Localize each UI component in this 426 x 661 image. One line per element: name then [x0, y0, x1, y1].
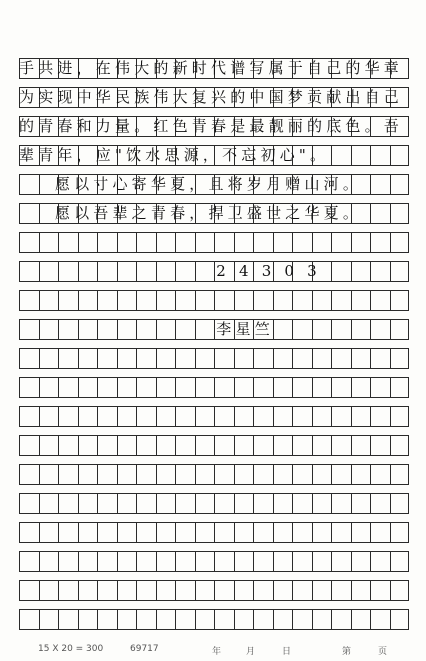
grid-cell	[253, 551, 273, 572]
handwritten-line: 愿以吾辈之青春，捍卫盛世之华夏。	[19, 204, 363, 222]
grid-cell	[136, 406, 156, 427]
page-label-b: 页	[378, 647, 388, 657]
grid-row	[19, 377, 409, 398]
grid-cell	[253, 493, 273, 514]
grid-cell	[351, 464, 371, 485]
grid-cell	[351, 377, 371, 398]
grid-cell	[214, 348, 234, 369]
grid-cell	[234, 580, 254, 601]
grid-cell	[390, 348, 410, 369]
grid-cell	[136, 609, 156, 630]
grid-row	[19, 493, 409, 514]
grid-cell	[195, 609, 215, 630]
grid-cell	[292, 232, 312, 253]
grid-cell	[136, 377, 156, 398]
grid-cell	[234, 232, 254, 253]
grid-row	[19, 435, 409, 456]
grid-cell	[58, 377, 78, 398]
handwritten-line: 辈青年，应"饮水思源，不忘初心"。	[19, 146, 330, 164]
grid-cell	[97, 551, 117, 572]
grid-cell	[156, 609, 176, 630]
grid-cell	[351, 551, 371, 572]
grid-cell	[58, 464, 78, 485]
grid-cell	[331, 290, 351, 311]
grid-cell	[390, 232, 410, 253]
grid-cell	[39, 493, 59, 514]
handwritten-line: 为实现中华民族伟大复兴的中国梦贡献出自己	[19, 88, 404, 106]
grid-cell	[195, 493, 215, 514]
grid-cell	[214, 580, 234, 601]
grid-row	[19, 145, 409, 166]
grid-cell	[253, 406, 273, 427]
grid-cell	[117, 290, 137, 311]
grid-cell	[58, 493, 78, 514]
day-label: 日	[282, 647, 292, 657]
handwritten-line: 的青春和力量。红色青春是最靓丽的底色。吾	[19, 117, 404, 135]
grid-cell	[175, 232, 195, 253]
grid-cell	[39, 406, 59, 427]
grid-cell	[312, 232, 332, 253]
grid-cell	[234, 609, 254, 630]
grid-row	[19, 348, 409, 369]
grid-cell	[312, 580, 332, 601]
grid-cell	[273, 522, 293, 543]
grid-cell	[195, 377, 215, 398]
grid-cell	[370, 377, 390, 398]
grid-cell	[39, 435, 59, 456]
grid-cell	[312, 522, 332, 543]
grid-cell	[39, 580, 59, 601]
grid-cell	[370, 145, 390, 166]
grid-cell	[351, 580, 371, 601]
grid-cell	[390, 290, 410, 311]
grid-cell	[331, 464, 351, 485]
grid-cell	[331, 522, 351, 543]
grid-cell	[117, 551, 137, 572]
grid-cell	[370, 319, 390, 340]
grid-cell	[351, 145, 371, 166]
grid-cell	[390, 522, 410, 543]
grid-cell	[370, 174, 390, 195]
grid-cell	[253, 232, 273, 253]
grid-cell	[78, 290, 98, 311]
grid-cell	[390, 464, 410, 485]
grid-cell	[214, 406, 234, 427]
grid-cell	[19, 435, 39, 456]
grid-cell	[175, 377, 195, 398]
grid-cell	[292, 435, 312, 456]
grid-cell	[351, 406, 371, 427]
grid-cell	[117, 609, 137, 630]
grid-cell	[156, 464, 176, 485]
grid-cell	[195, 232, 215, 253]
grid-cell	[234, 493, 254, 514]
grid-cell	[58, 348, 78, 369]
grid-cell	[390, 174, 410, 195]
page-label-a: 第	[342, 647, 352, 657]
grid-cell	[331, 377, 351, 398]
grid-cell	[292, 493, 312, 514]
grid-cell	[78, 580, 98, 601]
grid-cell	[156, 435, 176, 456]
grid-cell	[175, 435, 195, 456]
grid-cell	[39, 522, 59, 543]
grid-cell	[117, 377, 137, 398]
grid-cell	[253, 435, 273, 456]
grid-cell	[390, 580, 410, 601]
grid-cell	[19, 232, 39, 253]
handwritten-line: 手共进，在伟大的新时代谱写属于自己的华章	[19, 59, 404, 77]
grid-cell	[78, 435, 98, 456]
grid-cell	[97, 493, 117, 514]
grid-row	[19, 580, 409, 601]
grid-cell	[136, 522, 156, 543]
grid-cell	[117, 580, 137, 601]
grid-cell	[331, 261, 351, 282]
grid-cell	[390, 435, 410, 456]
grid-cell	[136, 580, 156, 601]
grid-cell	[312, 609, 332, 630]
grid-cell	[117, 435, 137, 456]
grid-cell	[39, 609, 59, 630]
grid-cell	[19, 493, 39, 514]
paper-footer	[0, 642, 426, 661]
grid-cell	[136, 232, 156, 253]
grid-cell	[390, 377, 410, 398]
grid-cell	[370, 290, 390, 311]
grid-cell	[195, 435, 215, 456]
grid-cell	[273, 609, 293, 630]
grid-cell	[234, 406, 254, 427]
grid-cell	[39, 464, 59, 485]
grid-cell	[292, 348, 312, 369]
grid-row	[19, 464, 409, 485]
grid-cell	[156, 232, 176, 253]
grid-cell	[351, 435, 371, 456]
grid-cell	[156, 290, 176, 311]
grid-cell	[351, 609, 371, 630]
grid-cell	[292, 406, 312, 427]
grid-cell	[136, 551, 156, 572]
grid-cell	[234, 348, 254, 369]
grid-cell	[175, 348, 195, 369]
grid-cell	[136, 290, 156, 311]
grid-row	[19, 522, 409, 543]
grid-cell	[234, 464, 254, 485]
grid-cell	[331, 406, 351, 427]
grid-cell	[136, 348, 156, 369]
grid-cell	[331, 551, 351, 572]
grid-cell	[156, 522, 176, 543]
grid-cell	[370, 348, 390, 369]
grid-cell	[195, 551, 215, 572]
grid-cell	[117, 522, 137, 543]
grid-cell	[97, 435, 117, 456]
grid-cell	[331, 580, 351, 601]
grid-cell	[117, 406, 137, 427]
grid-row	[19, 406, 409, 427]
grid-cell	[312, 290, 332, 311]
grid-cell	[331, 435, 351, 456]
grid-cell	[156, 493, 176, 514]
grid-cell	[312, 464, 332, 485]
grid-cell	[253, 464, 273, 485]
grid-cell	[19, 377, 39, 398]
grid-row	[19, 116, 409, 137]
grid-cell	[19, 522, 39, 543]
grid-cell	[97, 406, 117, 427]
grid-cell	[273, 348, 293, 369]
grid-cell	[312, 551, 332, 572]
grid-cell	[351, 319, 371, 340]
serial-number: 69717	[130, 644, 159, 654]
grid-cell	[78, 522, 98, 543]
grid-cell	[214, 551, 234, 572]
grid-row	[19, 174, 409, 195]
grid-cell	[273, 580, 293, 601]
grid-cell	[273, 464, 293, 485]
grid-cell	[390, 261, 410, 282]
grid-cell	[214, 435, 234, 456]
grid-cell	[78, 464, 98, 485]
grid-cell	[214, 609, 234, 630]
grid-cell	[390, 406, 410, 427]
handwritten-line: 李星竺	[19, 320, 274, 338]
grid-cell	[273, 435, 293, 456]
grid-cell	[370, 464, 390, 485]
grid-cell	[19, 406, 39, 427]
grid-cell	[312, 493, 332, 514]
grid-cell	[292, 290, 312, 311]
grid-cell	[214, 290, 234, 311]
grid-cell	[58, 609, 78, 630]
grid-cell	[39, 232, 59, 253]
grid-cell	[331, 493, 351, 514]
grid-cell	[78, 232, 98, 253]
grid-cell	[175, 290, 195, 311]
grid-cell	[351, 348, 371, 369]
grid-cell	[273, 319, 293, 340]
grid-cell	[390, 609, 410, 630]
grid-cell	[214, 464, 234, 485]
grid-cell	[253, 348, 273, 369]
grid-cell	[175, 493, 195, 514]
grid-cell	[175, 406, 195, 427]
grid-cell	[58, 290, 78, 311]
grid-cell	[234, 377, 254, 398]
grid-cell	[175, 464, 195, 485]
grid-cell	[370, 435, 390, 456]
grid-cell	[370, 551, 390, 572]
grid-cell	[39, 377, 59, 398]
grid-cell	[292, 551, 312, 572]
grid-cell	[312, 406, 332, 427]
grid-row	[19, 232, 409, 253]
grid-cell	[97, 290, 117, 311]
grid-cell	[292, 319, 312, 340]
grid-row	[19, 609, 409, 630]
grid-cell	[78, 377, 98, 398]
grid-cell	[351, 232, 371, 253]
grid-cell	[156, 551, 176, 572]
grid-cell	[78, 348, 98, 369]
grid-cell	[234, 551, 254, 572]
grid-cell	[390, 551, 410, 572]
grid-cell	[273, 551, 293, 572]
grid-cell	[273, 290, 293, 311]
grid-cell	[312, 435, 332, 456]
grid-cell	[370, 580, 390, 601]
grid-cell	[331, 609, 351, 630]
month-label: 月	[246, 647, 256, 657]
grid-cell	[214, 232, 234, 253]
grid-cell	[117, 493, 137, 514]
grid-cell	[312, 348, 332, 369]
grid-cell	[39, 290, 59, 311]
grid-cell	[19, 580, 39, 601]
grid-cell	[370, 522, 390, 543]
grid-row	[19, 290, 409, 311]
grid-cell	[370, 609, 390, 630]
grid-cell	[156, 580, 176, 601]
grid-cell	[19, 464, 39, 485]
grid-cell	[351, 522, 371, 543]
grid-cell	[390, 319, 410, 340]
grid-row	[19, 551, 409, 572]
grid-cell	[58, 580, 78, 601]
grid-cell	[214, 493, 234, 514]
grid-cell	[253, 290, 273, 311]
grid-row	[19, 87, 409, 108]
grid-row	[19, 58, 409, 79]
grid-cell	[39, 551, 59, 572]
grid-cell	[195, 522, 215, 543]
grid-cell	[78, 551, 98, 572]
grid-cell	[117, 464, 137, 485]
grid-cell	[370, 493, 390, 514]
handwritten-line: 愿以寸心寄华夏，且将岁月赠山河。	[19, 175, 363, 193]
grid-cell	[370, 406, 390, 427]
grid-cell	[97, 232, 117, 253]
grid-cell	[97, 464, 117, 485]
grid-cell	[214, 522, 234, 543]
grid-cell	[156, 406, 176, 427]
grid-cell	[175, 609, 195, 630]
grid-cell	[390, 493, 410, 514]
grid-cell	[273, 493, 293, 514]
grid-cell	[370, 261, 390, 282]
grid-cell	[234, 522, 254, 543]
grid-cell	[195, 406, 215, 427]
grid-cell	[117, 232, 137, 253]
grid-cell	[331, 319, 351, 340]
grid-spec: 15 X 20 = 300	[38, 644, 104, 654]
grid-cell	[175, 522, 195, 543]
grid-cell	[58, 232, 78, 253]
grid-cell	[97, 609, 117, 630]
grid-cell	[156, 377, 176, 398]
grid-cell	[390, 145, 410, 166]
grid-cell	[58, 406, 78, 427]
grid-cell	[97, 580, 117, 601]
grid-cell	[351, 290, 371, 311]
grid-row	[19, 261, 409, 282]
grid-cell	[58, 522, 78, 543]
grid-cell	[39, 348, 59, 369]
grid-cell	[58, 435, 78, 456]
year-label: 年	[212, 647, 222, 657]
grid-cell	[156, 348, 176, 369]
grid-cell	[390, 203, 410, 224]
grid-cell	[273, 377, 293, 398]
handwritten-line: 2 4 3 0 3	[19, 262, 321, 280]
grid-cell	[292, 464, 312, 485]
grid-cell	[273, 406, 293, 427]
grid-cell	[331, 232, 351, 253]
grid-cell	[136, 435, 156, 456]
grid-cell	[253, 522, 273, 543]
grid-cell	[97, 377, 117, 398]
grid-cell	[78, 406, 98, 427]
grid-cell	[19, 348, 39, 369]
grid-cell	[175, 551, 195, 572]
grid-cell	[370, 232, 390, 253]
grid-cell	[136, 464, 156, 485]
grid-cell	[292, 522, 312, 543]
grid-cell	[136, 493, 156, 514]
grid-cell	[214, 377, 234, 398]
grid-cell	[195, 464, 215, 485]
grid-cell	[19, 609, 39, 630]
grid-cell	[78, 609, 98, 630]
grid-cell	[78, 493, 98, 514]
grid-row	[19, 319, 409, 340]
grid-cell	[331, 348, 351, 369]
grid-cell	[351, 493, 371, 514]
grid-cell	[292, 609, 312, 630]
grid-cell	[351, 261, 371, 282]
grid-cell	[370, 203, 390, 224]
grid-cell	[195, 290, 215, 311]
grid-cell	[253, 609, 273, 630]
grid-cell	[97, 522, 117, 543]
grid-cell	[331, 145, 351, 166]
grid-cell	[253, 580, 273, 601]
grid-cell	[58, 551, 78, 572]
grid-cell	[97, 348, 117, 369]
grid-cell	[19, 551, 39, 572]
grid-cell	[117, 348, 137, 369]
grid-cell	[234, 435, 254, 456]
grid-cell	[195, 348, 215, 369]
grid-cell	[273, 232, 293, 253]
grid-cell	[312, 377, 332, 398]
grid-cell	[253, 377, 273, 398]
grid-cell	[312, 319, 332, 340]
grid-cell	[292, 580, 312, 601]
grid-cell	[234, 290, 254, 311]
grid-row	[19, 203, 409, 224]
grid-cell	[19, 290, 39, 311]
grid-cell	[292, 377, 312, 398]
grid-cell	[195, 580, 215, 601]
grid-cell	[175, 580, 195, 601]
